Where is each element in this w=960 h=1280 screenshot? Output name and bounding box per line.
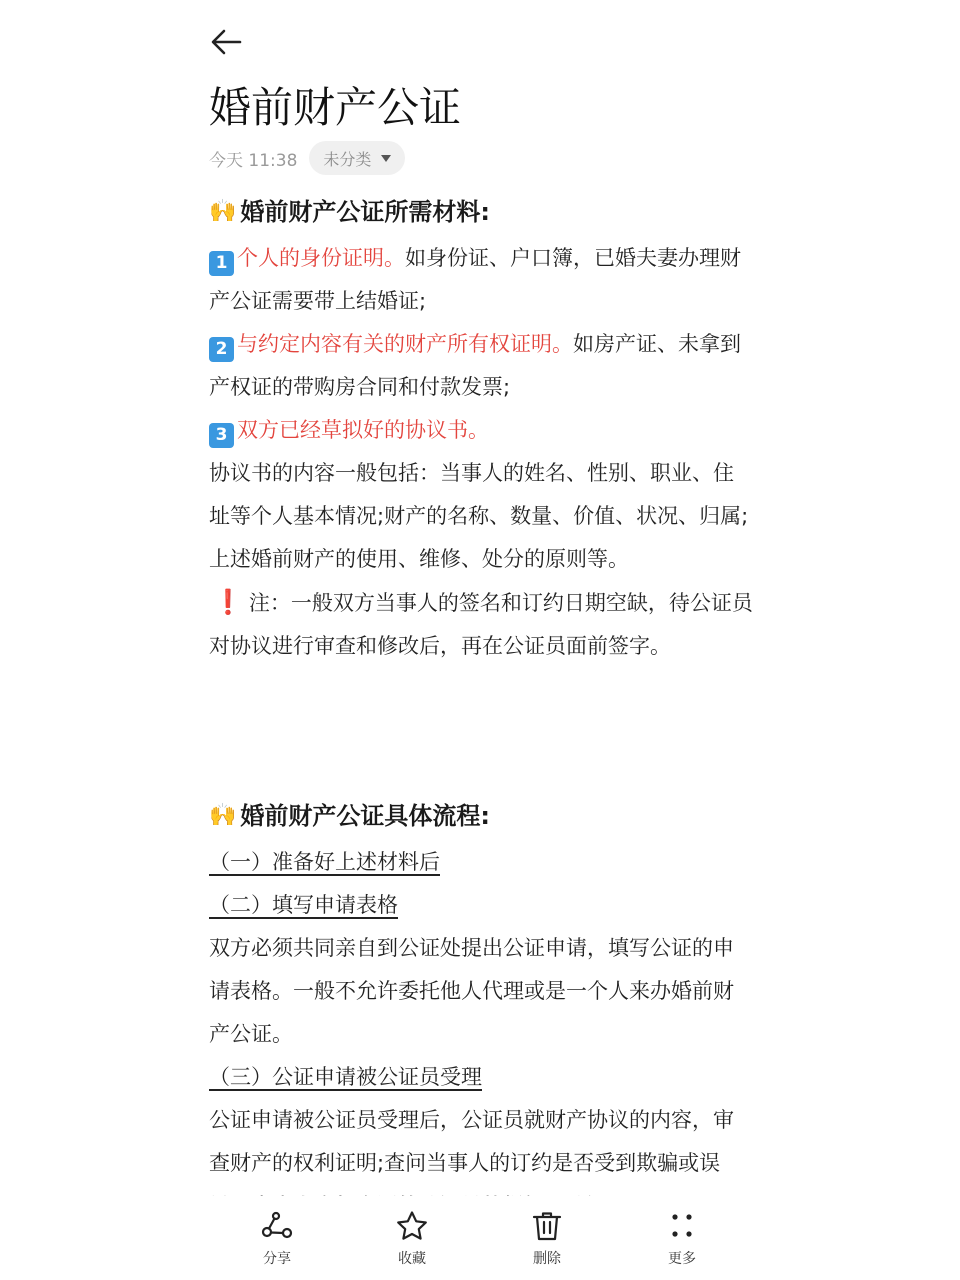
category-dropdown[interactable] bbox=[309, 141, 405, 175]
back-button[interactable] bbox=[206, 24, 246, 60]
item2-highlight: 与约定内容有关的财产所有权证明。 bbox=[237, 332, 573, 356]
step-3: （三）公证申请被公证员受理 bbox=[209, 1065, 482, 1089]
note-text: 注：一般双方当事人的签名和订约日期空缺，待公证员对协议进行审查和修改后，再在公证员面前签字。 bbox=[209, 591, 753, 658]
section2-heading bbox=[209, 800, 754, 832]
favorite-button[interactable] bbox=[367, 1210, 457, 1268]
material-item-2 bbox=[209, 323, 754, 409]
favorite-label: 收藏 bbox=[398, 1251, 426, 1267]
share-button[interactable] bbox=[232, 1210, 322, 1268]
section1-heading-text: 婚前财产公证所需材料: bbox=[240, 198, 491, 226]
step-1: （一）准备好上述材料后 bbox=[209, 850, 440, 874]
item1-highlight: 个人的身份证明。 bbox=[237, 246, 405, 270]
section1-heading bbox=[209, 196, 754, 228]
material-item-3 bbox=[209, 409, 754, 452]
bottom-toolbar bbox=[0, 1196, 960, 1280]
delete-label: 删除 bbox=[533, 1251, 561, 1267]
note-body-section1[interactable] bbox=[209, 237, 754, 668]
caret-down-icon bbox=[381, 155, 391, 162]
keycap-three-icon: 3 bbox=[209, 423, 234, 448]
note-meta bbox=[209, 141, 405, 175]
arrow-left-icon bbox=[206, 24, 246, 60]
step-2-text: 双方必须共同亲自到公证处提出公证申请，填写公证的申请表格。一般不允许委托他人代理或是一个人来办婚前财产公证。 bbox=[209, 936, 734, 1046]
item3-highlight: 双方已经草拟好的协议书。 bbox=[237, 418, 489, 442]
note-body-section2[interactable] bbox=[209, 841, 754, 1196]
note-date: 今天 11:38 bbox=[209, 150, 298, 171]
trash-icon bbox=[529, 1210, 565, 1242]
delete-button[interactable] bbox=[502, 1210, 592, 1268]
share-icon bbox=[259, 1210, 295, 1242]
item2-text: 如房产证、未拿到产权证的带购房合同和付款发票; bbox=[209, 332, 741, 399]
raised-hands-icon: 🙌 bbox=[209, 199, 237, 224]
more-dots-icon bbox=[664, 1210, 700, 1242]
more-button[interactable] bbox=[637, 1210, 727, 1268]
exclamation-icon: ❗ bbox=[213, 588, 243, 616]
material-item-1 bbox=[209, 237, 754, 323]
note-paragraph bbox=[209, 581, 754, 668]
keycap-two-icon: 2 bbox=[209, 337, 234, 362]
category-label: 未分类 bbox=[323, 149, 372, 169]
section2-heading-text: 婚前财产公证具体流程: bbox=[240, 802, 491, 830]
step-3-text: 公证申请被公证员受理后，公证员就财产协议的内容，审查财产的权利证明;查问当事人的订约是否受到欺骗或误 bbox=[209, 1108, 734, 1175]
agreement-paragraph: 协议书的内容一般包括：当事人的姓名、性别、职业、住址等个人基本情况;财产的名称、数量、价值、状况、归属;上述婚前财产的使用、维修、处分的原则等。 bbox=[209, 461, 749, 571]
more-label: 更多 bbox=[668, 1251, 696, 1267]
star-icon bbox=[394, 1210, 430, 1242]
note-title[interactable]: 婚前财产公证 bbox=[209, 83, 462, 132]
keycap-one-icon: 1 bbox=[209, 251, 234, 276]
step-2: （二）填写申请表格 bbox=[209, 893, 398, 917]
raised-hands-icon: 🙌 bbox=[209, 803, 237, 828]
item1-text: 如身份证、户口簿，已婚夫妻办理财产公证需要带上结婚证; bbox=[209, 246, 741, 313]
share-label: 分享 bbox=[263, 1251, 291, 1267]
